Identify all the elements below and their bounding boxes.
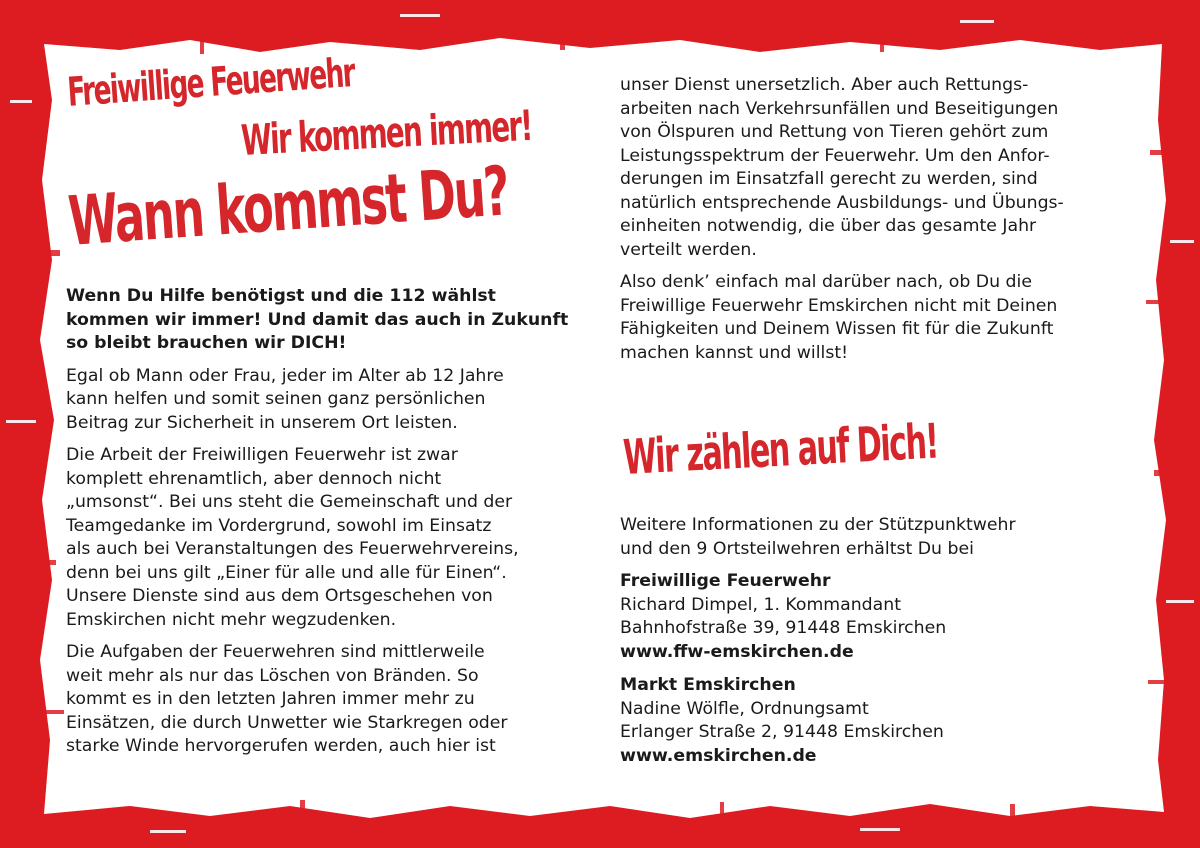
- text-line: arbeiten nach Verkehrsunfällen und Beseitigungen: [620, 98, 1059, 119]
- text-line: als auch bei Veranstaltungen des Feuerwehrvereins,: [66, 539, 519, 559]
- contact-org: Markt Emskirchen: [620, 675, 796, 695]
- contact-person: Nadine Wölfle, Ordnungsamt: [620, 698, 869, 719]
- contact-website-link[interactable]: www.ffw-emskirchen.de: [620, 641, 854, 662]
- contact-org: Freiwillige Feuerwehr: [620, 571, 831, 591]
- headline-main: Wann kommst Du?: [66, 152, 511, 262]
- text-line: unser Dienst unersetzlich. Aber auch Rettungs-: [620, 75, 1029, 95]
- contact-person: Richard Dimpel, 1. Kommandant: [620, 594, 901, 615]
- headline-line1: Freiwillige Feuerwehr: [66, 49, 356, 116]
- text-line: kann helfen und somit seinen ganz persönlichen: [66, 389, 486, 409]
- text-line: Einsätzen, die durch Unwetter wie Starkregen oder: [66, 712, 508, 733]
- paragraph-think: [620, 271, 1155, 365]
- text-line: Teamgedanke im Vordergrund, sowohl im Einsatz: [66, 515, 492, 536]
- text-line: Leistungsspektrum der Feuerwehr. Um den Anfor-: [620, 145, 1050, 166]
- headline-line2: Wir kommen immer!: [240, 100, 533, 165]
- right-column: [620, 74, 1155, 374]
- paragraph-continued: [620, 74, 1155, 262]
- contact-address: Erlanger Straße 2, 91448 Emskirchen: [620, 722, 944, 742]
- text-line: Also denk’ einfach mal darüber nach, ob Du die: [620, 272, 1032, 292]
- paragraph-age: [66, 365, 606, 436]
- text-line: weit mehr als nur das Löschen von Bränden. So: [66, 665, 479, 686]
- text-line: Emskirchen nicht mehr wegzudenken.: [66, 609, 397, 630]
- text-line: starke Winde hervorgerufen werden, auch hier ist: [66, 736, 496, 756]
- text-line: „umsonst“. Bei uns steht die Gemeinschaft und der: [66, 492, 513, 512]
- text-line: derungen im Einsatzfall gerecht zu werden, sind: [620, 169, 1038, 189]
- lead-paragraph: [66, 285, 606, 356]
- contact-section: [620, 514, 1155, 778]
- text-line: Die Aufgaben der Feuerwehren sind mittlerweile: [66, 642, 485, 662]
- text-line: von Ölspuren und Rettung von Tieren gehört zum: [620, 122, 1049, 142]
- left-column: [66, 285, 606, 768]
- text-line: Egal ob Mann oder Frau, jeder im Alter ab 12 Jahre: [66, 365, 504, 386]
- text-line: kommt es in den letzten Jahren immer mehr zu: [66, 689, 475, 709]
- contact-markt: [620, 674, 1155, 768]
- text-line: einheiten notwendig, die über das gesamte Jahr: [620, 216, 1037, 236]
- text-line: verteilt werden.: [620, 239, 757, 260]
- text-line: Unsere Dienste sind aus dem Ortsgeschehen von: [66, 586, 493, 606]
- contact-website-link[interactable]: www.emskirchen.de: [620, 745, 817, 766]
- lead-line: Wenn Du Hilfe benötigst und die 112 wählst: [66, 286, 496, 306]
- text-line: Die Arbeit der Freiwilligen Feuerwehr ist zwar: [66, 445, 458, 465]
- lead-line: so bleibt brauchen wir DICH!: [66, 333, 347, 353]
- text-line: und den 9 Ortsteilwehren erhältst Du bei: [620, 538, 974, 559]
- text-line: komplett ehrenamtlich, aber dennoch nicht: [66, 468, 442, 489]
- contact-ffw: [620, 570, 1155, 664]
- text-line: Fähigkeiten und Deinem Wissen fit für die Zukunft: [620, 319, 1054, 339]
- text-line: denn bei uns gilt „Einer für alle und alle für Einen“.: [66, 562, 507, 583]
- paragraph-volunteer: [66, 444, 606, 632]
- lead-line: kommen wir immer! Und damit das auch in Zukunft: [66, 309, 569, 330]
- text-line: machen kannst und willst!: [620, 342, 849, 363]
- paragraph-tasks: [66, 641, 606, 759]
- text-line: Beitrag zur Sicherheit in unserem Ort leisten.: [66, 412, 458, 433]
- text-line: natürlich entsprechende Ausbildungs- und Übungs-: [620, 192, 1064, 213]
- info-paragraph: [620, 514, 1155, 561]
- contact-address: Bahnhofstraße 39, 91448 Emskirchen: [620, 618, 947, 638]
- text-line: Freiwillige Feuerwehr Emskirchen nicht mit Deinen: [620, 295, 1058, 316]
- text-line: Weitere Informationen zu der Stützpunktwehr: [620, 515, 1016, 535]
- call-to-action: Wir zählen auf Dich!: [622, 413, 939, 486]
